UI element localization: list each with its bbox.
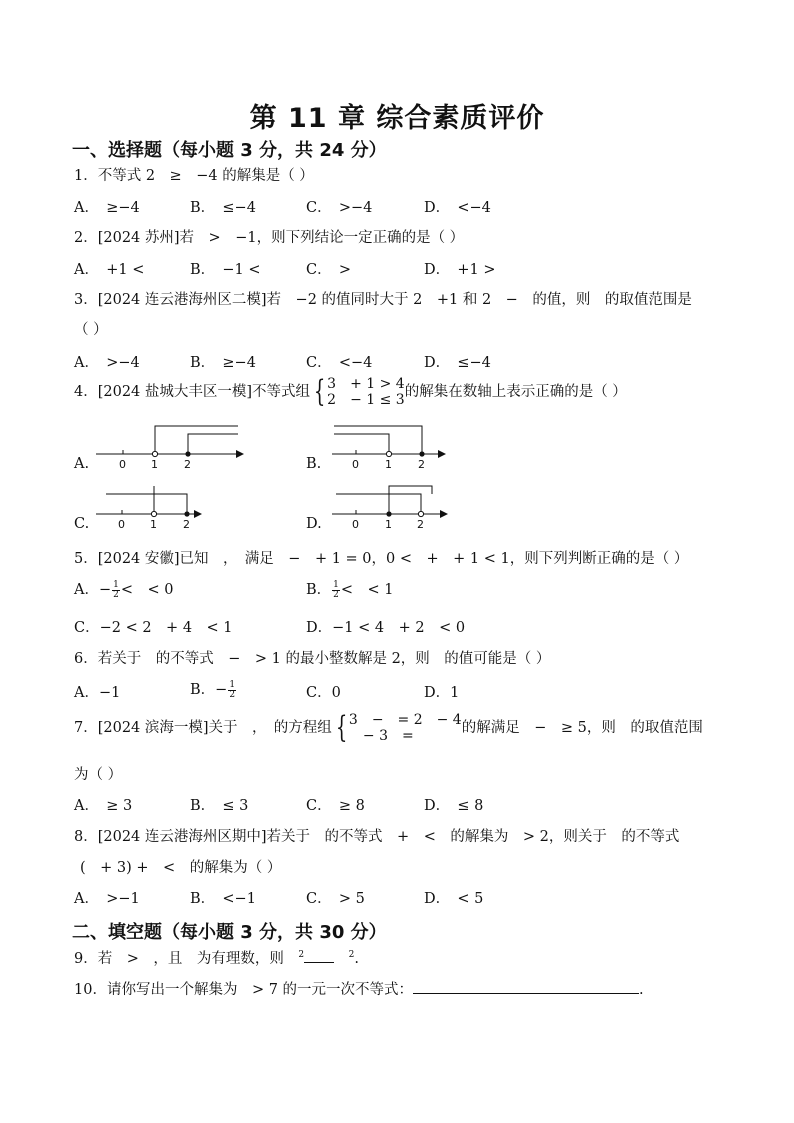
q3-option-d[interactable]: D． ≤−4: [424, 355, 491, 371]
q6-option-d[interactable]: D．1: [424, 685, 460, 701]
question-1-stem: 1．不等式 2 ≥ −4 的解集是（ ）: [74, 168, 314, 184]
inequality-system: 3 + 1 > 4 2 − 1 ≤ 3: [327, 376, 405, 408]
q1-option-c[interactable]: C． >−4: [306, 200, 373, 216]
tick-label: 2: [417, 518, 424, 530]
question-8-stem-cont: ( + 3) + < 的解集为（ ）: [80, 860, 282, 876]
question-6-stem: 6．若关于 的不等式 − > 1 的最小整数解是 2，则 的值可能是（ ）: [74, 651, 551, 667]
q7-option-d[interactable]: D． ≤ 8: [424, 798, 484, 814]
q2-option-c[interactable]: C． >: [306, 262, 351, 278]
answer-blank[interactable]: [304, 948, 334, 963]
section-heading-choice: 一、选择题（每小题 3 分，共 24 分）: [72, 140, 387, 161]
fraction: $\frac{1}{2}$: [333, 579, 339, 600]
answer-blank[interactable]: [413, 979, 639, 994]
question-4-stem: 4．[2024 盐城大丰区一模]不等式组 { 3 + 1 > 4 2 − 1 ≤ 3 的解集在数轴上表示正确的是（ ）: [74, 374, 627, 409]
equation-system: 3 − = 2 − 4 − 3 =: [348, 712, 462, 744]
tick-label: 1: [385, 518, 392, 530]
tick-label: 0: [118, 518, 125, 530]
q4-option-d-label[interactable]: D.: [306, 516, 322, 532]
q1-option-d[interactable]: D． <−4: [424, 200, 491, 216]
fraction: $\frac{1}{2}$: [113, 579, 119, 600]
q4-option-b-numberline[interactable]: [330, 420, 490, 470]
q4-option-a-numberline[interactable]: [92, 420, 252, 470]
tick-label: 2: [184, 458, 191, 470]
q7-option-b[interactable]: B． ≤ 3: [190, 798, 249, 814]
tick-label: 0: [352, 458, 359, 470]
question-8-stem: 8．[2024 连云港海州区期中]若关于 的不等式 + < 的解集为 > 2，则关于 的不等式: [74, 829, 680, 845]
q2-option-a[interactable]: A． +1 <: [74, 262, 145, 278]
q4-option-d-numberline[interactable]: [330, 480, 490, 530]
tick-label: 0: [119, 458, 126, 470]
q7-option-a[interactable]: A． ≥ 3: [74, 798, 133, 814]
q8-option-d[interactable]: D． < 5: [424, 891, 484, 907]
page-title: 第 11 章 综合素质评价: [249, 103, 545, 134]
q3-option-c[interactable]: C． <−4: [306, 355, 373, 371]
q1-option-a[interactable]: A． ≥−4: [74, 200, 140, 216]
q8-option-c[interactable]: C． > 5: [306, 891, 365, 907]
q5-option-b[interactable]: B． $\frac{1}{2}$ < < 1: [306, 579, 394, 600]
q2-option-d[interactable]: D． +1 >: [424, 262, 496, 278]
question-3-stem-cont: （ ）: [74, 322, 108, 338]
question-2-stem: 2．[2024 苏州]若 > −1，则下列结论一定正确的是（ ）: [74, 230, 465, 246]
question-7-stem: 7．[2024 滨海一模]关于 ， 的方程组 { 3 − = 2 − 4 − 3 = 的解满足 − ≥ 5，则 的取值范围: [74, 710, 703, 745]
q4-option-a-label[interactable]: A.: [74, 456, 90, 472]
q6-option-c[interactable]: C．0: [306, 685, 341, 701]
tick-label: 2: [418, 458, 425, 470]
section-heading-fill: 二、填空题（每小题 3 分，共 30 分）: [72, 922, 387, 943]
q5-option-d[interactable]: D．−1 < 4 + 2 < 0: [306, 620, 466, 636]
system-brace: {: [313, 374, 326, 409]
tick-label: 0: [352, 518, 359, 530]
q3-option-a[interactable]: A． >−4: [74, 355, 140, 371]
question-3-stem: 3．[2024 连云港海州区二模]若 −2 的值同时大于 2 +1 和 2 − 的值，则 的取值范围是: [74, 292, 692, 308]
q6-option-a[interactable]: A．−1: [74, 685, 121, 701]
question-7-stem-cont: 为（ ）: [74, 767, 123, 783]
q2-option-b[interactable]: B． −1 <: [190, 262, 261, 278]
q5-option-a[interactable]: A．− $\frac{1}{2}$ < < 0: [74, 579, 174, 600]
fraction: $\frac{1}{2}$: [229, 679, 236, 700]
q5-option-c[interactable]: C．−2 < 2 + 4 < 1: [74, 620, 233, 636]
system-brace: {: [335, 710, 348, 745]
q4-option-b-label[interactable]: B.: [306, 456, 322, 472]
q1-option-b[interactable]: B． ≤−4: [190, 200, 256, 216]
tick-label: 2: [183, 518, 190, 530]
question-10-stem: 10．请你写出一个解集为 > 7 的一元一次不等式： .: [74, 978, 644, 999]
q7-option-c[interactable]: C． ≥ 8: [306, 798, 365, 814]
tick-label: 1: [151, 458, 158, 470]
q4-option-c-label[interactable]: C.: [74, 516, 90, 532]
q3-option-b[interactable]: B． ≥−4: [190, 355, 256, 371]
q8-option-a[interactable]: A． >−1: [74, 891, 140, 907]
tick-label: 1: [385, 458, 392, 470]
q8-option-b[interactable]: B． <−1: [190, 891, 256, 907]
question-9-stem: 9．若 > ，且 为有理数，则 $^2$ $^2$.: [74, 947, 359, 968]
q4-option-c-numberline[interactable]: [92, 480, 252, 530]
q6-option-b[interactable]: B．− $\frac{1}{2}$: [190, 679, 236, 700]
question-5-stem: 5．[2024 安徽]已知 ， 满足 − + 1 = 0，0 < + + 1 < 1，则下列判断正确的是（ ）: [74, 551, 689, 567]
tick-label: 1: [150, 518, 157, 530]
